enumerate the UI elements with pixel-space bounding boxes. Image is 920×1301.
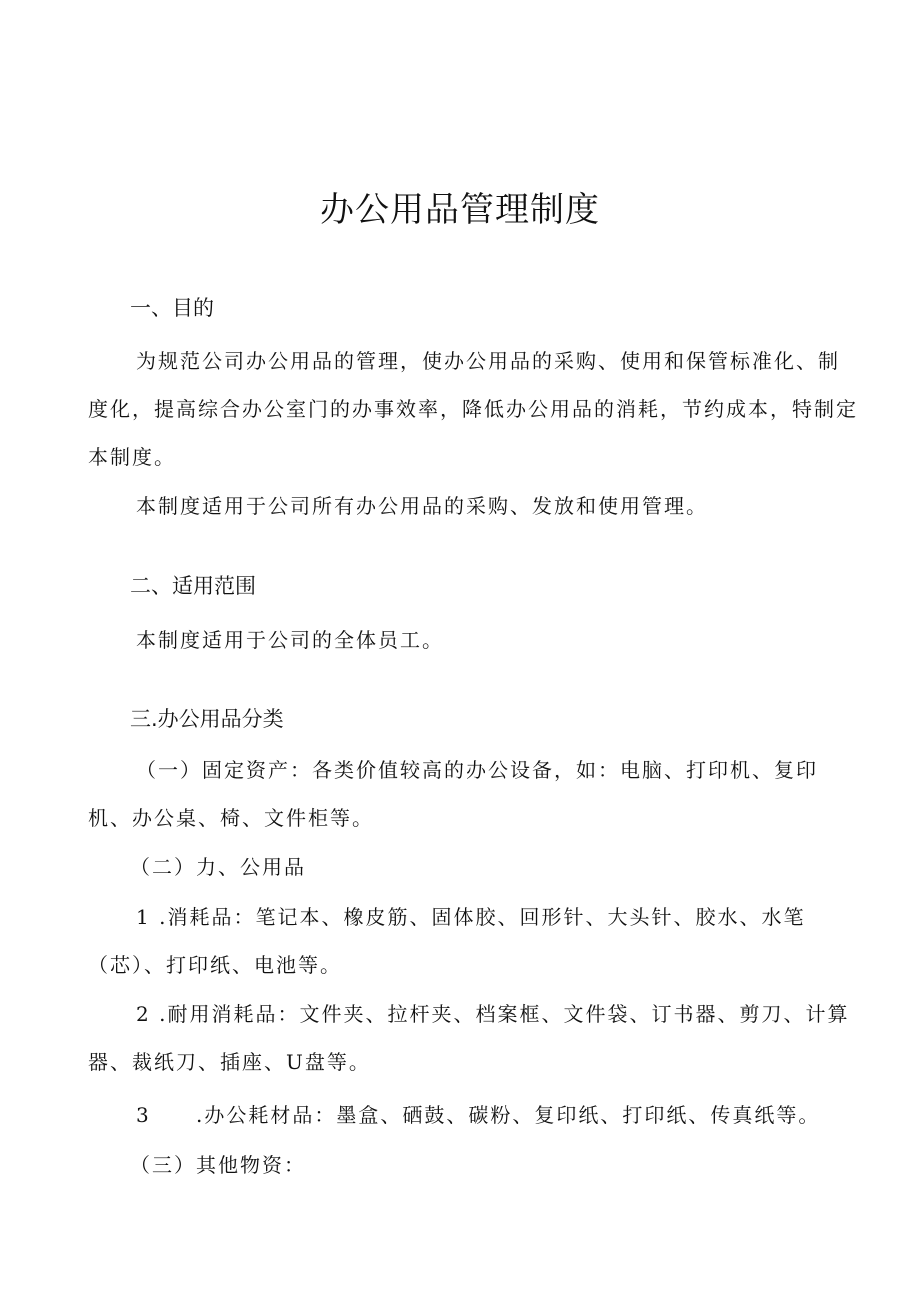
document-title: 办公用品管理制度 [320,190,600,230]
category-office-supplies-label: （二）力、公用品 [130,855,306,879]
office-supplies-item-2: 2 .耐用消耗品：文件夹、拉杆夹、档案框、文件袋、订书器、剪刀、计算器、裁纸刀、插座、U盘等。 [88,1002,850,1074]
office-supplies-item-3-number: 3 [136,1103,151,1127]
category-fixed-assets: （一）固定资产：各类价值较高的办公设备，如：电脑、打印机、复印机、办公桌、椅、文件柜等。 [88,758,818,830]
office-supplies-item-3-text: .办公耗材品：墨盒、硒鼓、碳粉、复印纸、打印纸、传真纸等。 [196,1103,821,1127]
section-heading-scope: 二、适用范围 [130,574,256,598]
section-heading-categories: 三.办公用品分类 [130,707,284,731]
scope-paragraph-1: 本制度适用于公司的全体员工。 [136,628,444,652]
purpose-paragraph-2: 本制度适用于公司所有办公用品的采购、发放和使用管理。 [136,494,708,518]
section-heading-purpose: 一、目的 [130,296,214,320]
purpose-paragraph-1: 为规范公司办公用品的管理，使办公用品的采购、使用和保管标准化、制度化，提高综合办公室门的办事效率，降低办公用品的消耗，节约成本，特制定本制度。 [88,349,858,469]
office-supplies-item-1: 1 .消耗品：笔记本、橡皮筋、固体胶、回形针、大头针、胶水、水笔（芯）、打印纸、电池等。 [88,905,806,977]
category-other-label: （三）其他物资： [130,1153,306,1177]
